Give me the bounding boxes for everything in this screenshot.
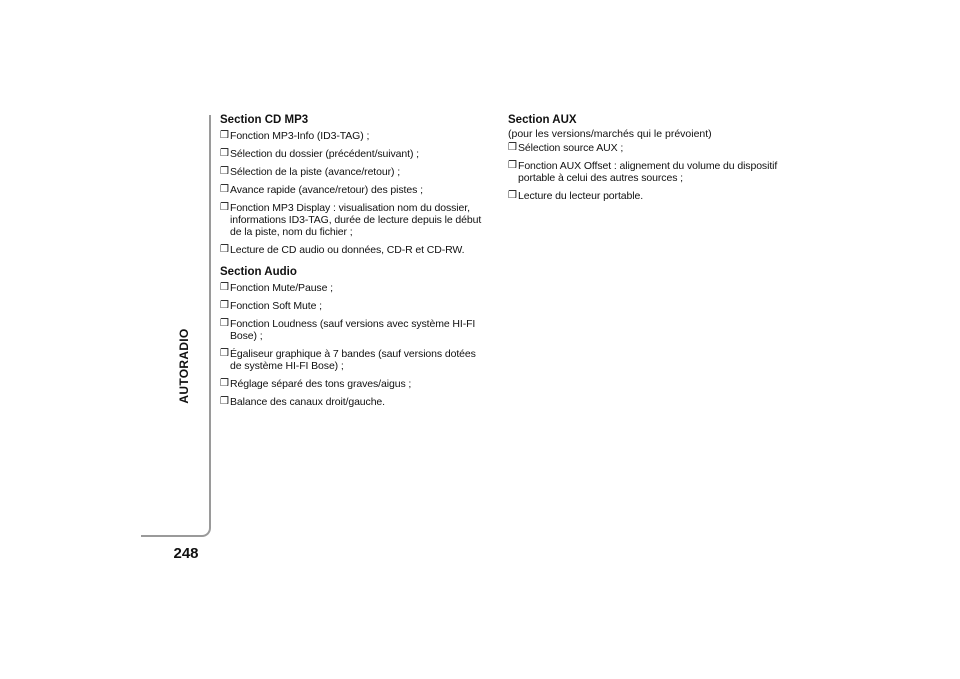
list-item	[220, 244, 490, 256]
checkbox-bullet-icon: ❒	[220, 348, 229, 359]
section-heading-audio: Section Audio	[220, 266, 297, 278]
checkbox-bullet-icon: ❒	[220, 378, 229, 389]
list-item	[220, 130, 490, 142]
section-heading-aux: Section AUX	[508, 114, 577, 126]
checkbox-bullet-icon: ❒	[508, 190, 517, 201]
list-item	[220, 318, 490, 342]
list-item-text: Lecture de CD audio ou données, CD-R et CD-RW.	[230, 244, 465, 256]
section-subtitle-aux: (pour les versions/marchés qui le prévoient)	[508, 128, 712, 140]
checkbox-bullet-icon: ❒	[220, 148, 229, 159]
checkbox-bullet-icon: ❒	[220, 396, 229, 407]
checkbox-bullet-icon: ❒	[508, 142, 517, 153]
list-item	[220, 282, 490, 294]
list-item	[220, 378, 490, 390]
list-item	[220, 300, 490, 312]
list-item-text: Sélection de la piste (avance/retour) ;	[230, 166, 401, 178]
list-item	[220, 202, 490, 238]
chapter-label: AUTORADIO	[177, 328, 191, 404]
list-item	[508, 142, 778, 154]
checkbox-bullet-icon: ❒	[508, 160, 517, 171]
checkbox-bullet-icon: ❒	[220, 202, 229, 213]
checkbox-bullet-icon: ❒	[220, 130, 229, 141]
right-column	[508, 114, 778, 208]
checkbox-bullet-icon: ❒	[220, 184, 229, 195]
list-item-text: Lecture du lecteur portable.	[518, 190, 644, 202]
list-item-text: Fonction Mute/Pause ;	[230, 282, 333, 294]
list-item	[508, 160, 778, 184]
list-item-text: Égaliseur graphique à 7 bandes (sauf versions dotées de système HI-FI Bose) ;	[230, 348, 476, 372]
list-item	[220, 348, 490, 372]
checkbox-bullet-icon: ❒	[220, 166, 229, 177]
list-item-text: Réglage séparé des tons graves/aigus ;	[230, 378, 412, 390]
cd-mp3-list	[220, 130, 490, 256]
checkbox-bullet-icon: ❒	[220, 300, 229, 311]
page-number: 248	[173, 545, 199, 562]
list-item-text: Sélection du dossier (précédent/suivant) ;	[230, 148, 419, 160]
section-heading-cd-mp3: Section CD MP3	[220, 114, 309, 126]
list-item-text: Balance des canaux droit/gauche.	[230, 396, 385, 408]
checkbox-bullet-icon: ❒	[220, 282, 229, 293]
left-column	[220, 114, 490, 414]
list-item	[220, 184, 490, 196]
checkbox-bullet-icon: ❒	[220, 244, 229, 255]
audio-list	[220, 282, 490, 408]
list-item-text: Fonction Soft Mute ;	[230, 300, 322, 312]
checkbox-bullet-icon: ❒	[220, 318, 229, 329]
list-item-text: Sélection source AUX ;	[518, 142, 624, 154]
list-item-text: Avance rapide (avance/retour) des pistes ;	[230, 184, 423, 196]
aux-list	[508, 142, 778, 202]
list-item	[220, 396, 490, 408]
list-item-text: Fonction Loudness (sauf versions avec système HI-FI Bose) ;	[230, 318, 476, 342]
list-item	[220, 166, 490, 178]
sidebar-border	[141, 115, 211, 537]
list-item-text: Fonction MP3 Display : visualisation nom du dossier, informations ID3-TAG, durée de lecture depuis le début de la piste, nom du fichier ;	[230, 202, 482, 238]
list-item-text: Fonction AUX Offset : alignement du volume du dispositif portable à celui des autres sources ;	[518, 160, 778, 184]
list-item	[508, 190, 778, 202]
list-item	[220, 148, 490, 160]
list-item-text: Fonction MP3-Info (ID3-TAG) ;	[230, 130, 370, 142]
